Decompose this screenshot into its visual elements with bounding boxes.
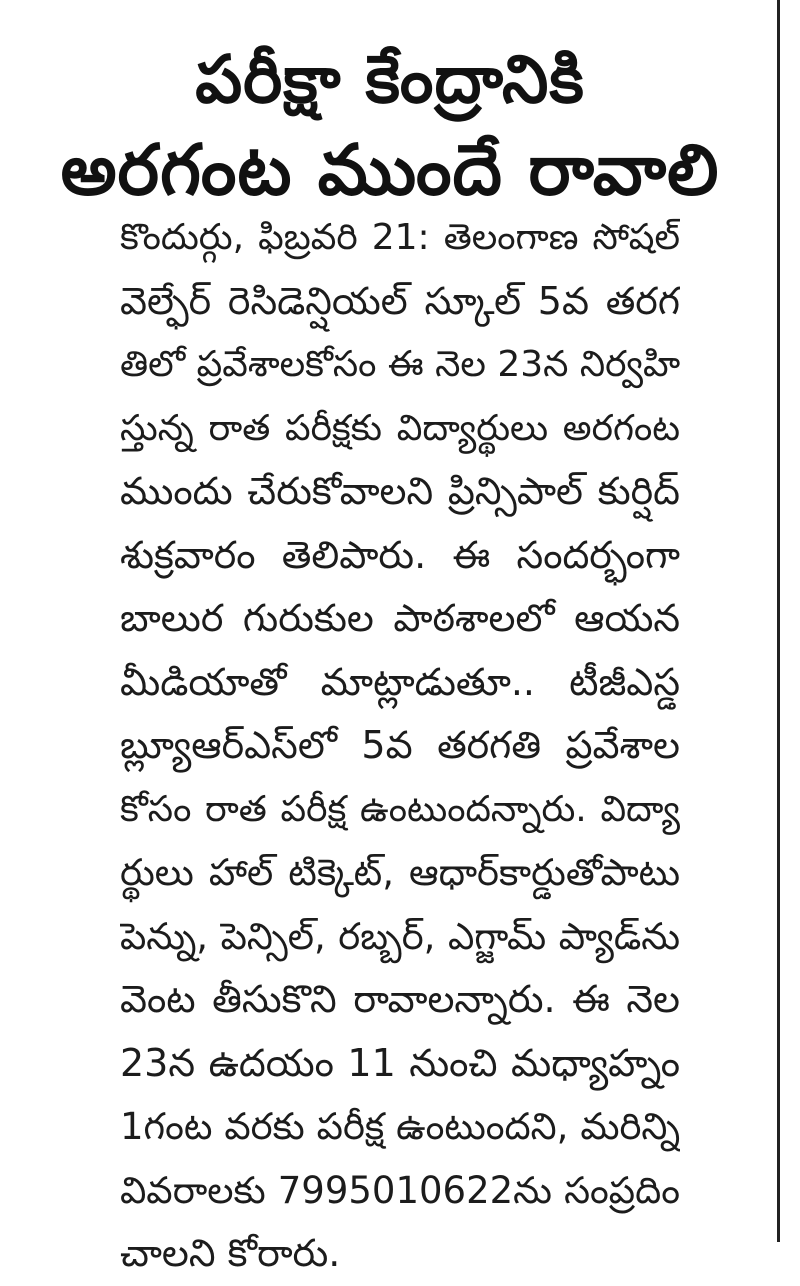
body-line: స్తున్న రాత పరీక్షకు విద్యార్థులు అరగంట [120,407,680,449]
body-line: వెల్ఫేర్ రెసిడెన్షియల్ స్కూల్ 5వ తరగ [120,278,680,323]
body-line: ముందు చేరుకోవాలని ప్రిన్సిపాల్ కుర్షిద్ [120,469,680,513]
body-line: కోసం రాత పరీక్ష ఉంటుందన్నారు. విద్యా [120,788,680,830]
body-line: చాలని కోరారు. [120,1231,341,1275]
body-line: శుక్రవారం తెలిపారు. ఈ సందర్భంగా [120,532,680,577]
body-line: వెంట తీసుకొని రావాలన్నారు. ఈ నెల [120,977,680,1021]
body-line: ర్థులు హాల్ టిక్కెట్, ఆధార్‌కార్డుతోపాటు [120,851,680,894]
body-line: తిలో ప్రవేశాలకోసం ఈ నెల 23న నిర్వహి [120,344,680,385]
headline-line-2: అరగంట ముందే రావాలి [60,129,720,211]
column-rule [777,0,780,1242]
body-line: మీడియాతో మాట్లాడుతూ.. టీజీఎస్డ [120,659,680,704]
body-line: పెన్ను, పెన్సిల్, రబ్బర్, ఎగ్జామ్ ప్యాడ్‌ను [120,914,680,958]
body-line: 1గంట వరకు పరీక్ష ఉంటుందని, మరిన్ని [120,1105,680,1148]
body-line: కొందుర్గు, ఫిబ్రవరి 21: తెలంగాణ సోషల్ [120,217,680,258]
article-body [120,206,680,1286]
body-line: వివరాలకు 7995010622ను సంప్రదిం [120,1168,680,1212]
body-line: 23న ఉదయం 11 నుంచి మధ్యాహ్నం [120,1040,680,1085]
body-line: బ్ల్యూఆర్ఎస్‌లో 5వ తరగతి ప్రవేశాల [120,723,680,767]
body-line: బాలుర గురుకుల పాఠశాలలో ఆయన [120,596,680,640]
headline-line-1: పరీక్షా కేంద్రానికి [195,41,585,118]
